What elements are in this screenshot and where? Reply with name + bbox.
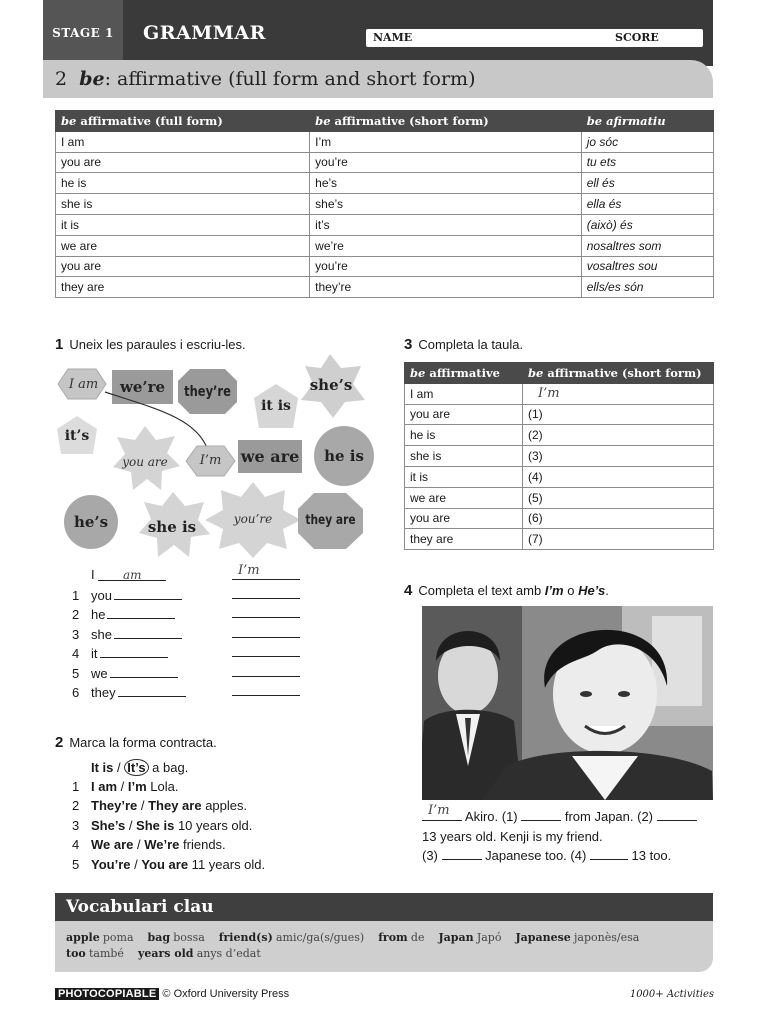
exercise-3-heading: 3 Completa la taula. [404, 336, 524, 353]
contraction-blank[interactable] [232, 624, 300, 638]
table-cell: they’re [310, 277, 582, 298]
table-cell: they are [405, 529, 523, 550]
table-cell: they are [56, 277, 310, 298]
ex2-item: 1 I am / I’m Lola. [72, 779, 179, 794]
table-row [56, 194, 714, 215]
table-row [56, 277, 714, 298]
word-they-are: they are [305, 512, 356, 528]
table-cell: ells/es són [581, 277, 713, 298]
table-cell: ella és [581, 194, 713, 215]
option-b[interactable]: I’m [127, 779, 147, 794]
word-were: we’re [119, 377, 166, 396]
table-cell: she’s [310, 194, 582, 215]
word-youre: you’re [233, 512, 273, 526]
word-we-are: we are [240, 446, 300, 466]
vocab-translation: també [88, 947, 124, 960]
ex2-item: 2 They’re / They are apples. [72, 798, 248, 814]
ex1-item: 5 we [72, 664, 178, 681]
table-cell: she is [405, 446, 523, 467]
blank-3[interactable] [442, 846, 482, 860]
table-cell: we’re [310, 235, 582, 256]
table-header-row [56, 111, 714, 132]
vocab-word: friend(s) [218, 931, 273, 944]
stage-label: STAGE 1 [43, 0, 123, 66]
table-row [405, 446, 714, 467]
word-i-am: I am [68, 376, 99, 392]
section-title: 2 be: affirmative (full form and short form) [55, 68, 476, 90]
footer-copyright: PHOTOCOPIABLE © Oxford University Press [55, 988, 289, 1000]
table-cell: you are [56, 256, 310, 277]
option-a[interactable]: I am [91, 779, 118, 794]
ex2-item: 4 We are / We’re friends. [72, 837, 226, 853]
word-it-is: it is [261, 398, 291, 414]
blank-1[interactable] [521, 807, 561, 821]
table-cell: you’re [310, 152, 582, 173]
contraction-blank[interactable] [232, 585, 300, 599]
vocab-word: years old [137, 947, 194, 960]
word-im: I’m [199, 452, 222, 468]
answer-cell[interactable]: (1) [523, 404, 714, 425]
option-a[interactable]: They’re [91, 798, 138, 814]
ex1-example: I am [91, 567, 166, 582]
table-cell: ell és [581, 173, 713, 194]
table-row [56, 235, 714, 256]
option-b[interactable]: She is [136, 817, 175, 833]
ex1-item: 1 you [72, 586, 182, 603]
table-cell: tu ets [581, 152, 713, 173]
option-b[interactable]: They are [148, 798, 202, 814]
table-row [405, 425, 714, 446]
contraction-blank[interactable] [232, 604, 300, 618]
vocab-translation: amic/ga(s/gues) [275, 931, 365, 944]
word-theyre: they’re [184, 383, 231, 400]
table-cell: nosaltres som [581, 235, 713, 256]
answer-blank[interactable] [114, 586, 182, 600]
table-row [56, 214, 714, 235]
ex1-item: 4 it [72, 644, 168, 661]
table-cell: you are [405, 404, 523, 425]
students-illustration [422, 606, 713, 800]
table-cell: he is [56, 173, 310, 194]
table-cell: it is [56, 214, 310, 235]
vocab-translation: poma [102, 931, 134, 944]
table-body [405, 383, 714, 549]
table-cell: he’s [310, 173, 582, 194]
vocab-word: bag [147, 931, 171, 944]
table-row [56, 173, 714, 194]
ex1-item: 2 he [72, 605, 175, 622]
table-row [56, 131, 714, 152]
answer-blank[interactable] [107, 605, 175, 619]
answer-blank[interactable] [118, 683, 186, 697]
photo-two-students [422, 606, 713, 800]
table-cell: she is [56, 194, 310, 215]
exercise-2-heading: 2 Marca la forma contracta. [55, 734, 217, 751]
table-row [56, 256, 714, 277]
vocab-word: from [378, 931, 408, 944]
ex4-text: I’m Akiro. (1) from Japan. (2) 13 years old. Kenji is my friend. (3) Japanese too. (4) 13 too. [422, 807, 722, 866]
page-title: GRAMMAR [143, 22, 266, 44]
answer-blank[interactable] [100, 644, 168, 658]
answer-cell[interactable]: (5) [523, 487, 714, 508]
ex2-item: 3 She’s / She is 10 years old. [72, 817, 253, 833]
option-b[interactable]: We’re [144, 837, 180, 853]
table-row [405, 404, 714, 425]
table-cell: vosaltres sou [581, 256, 713, 277]
blank-4[interactable] [590, 846, 628, 860]
photocopiable-badge: PHOTOCOPIABLE [55, 988, 159, 1000]
name-label: NAME [373, 31, 413, 44]
footer-series: 1000+ Activities [629, 989, 714, 1000]
table-cell: (això) és [581, 214, 713, 235]
table-cell: you’re [310, 256, 582, 277]
vocabulary-box [55, 893, 713, 972]
table-cell: you are [56, 152, 310, 173]
contraction-blank[interactable] [232, 643, 300, 657]
contraction-blank[interactable] [232, 682, 300, 696]
vocab-translation: anys d’edat [196, 947, 261, 960]
table-cell: jo sóc [581, 131, 713, 152]
vocab-translation: Japó [476, 931, 502, 944]
circled-answer: It’s [124, 759, 148, 776]
complete-table [404, 362, 714, 550]
ex2-example: It is / It’s a bag. [91, 760, 189, 775]
column-header: be afirmatiu [581, 111, 713, 132]
table-body [56, 131, 714, 297]
vocab-word: too [66, 947, 86, 960]
table-row [405, 383, 714, 404]
vocab-word: apple [66, 931, 100, 944]
vocab-word: Japan [438, 931, 474, 944]
table-header-row [405, 363, 714, 384]
word-hes: he’s [73, 512, 109, 531]
column-header: be affirmative (full form) [56, 111, 310, 132]
table-row [56, 152, 714, 173]
table-cell: it is [405, 466, 523, 487]
answer-cell[interactable]: (4) [523, 466, 714, 487]
word-he-is: he is [324, 446, 364, 465]
table-cell: we are [405, 487, 523, 508]
word-you-are: you are [122, 455, 168, 469]
column-header: be affirmative (short form) [310, 111, 582, 132]
answer-blank[interactable] [114, 625, 182, 639]
score-label: SCORE [615, 31, 659, 44]
table-cell: I am [405, 383, 523, 404]
blank-2[interactable] [657, 807, 697, 821]
page-header [43, 0, 713, 98]
answer-cell[interactable]: (6) [523, 508, 714, 529]
word-she-is: she is [147, 517, 197, 536]
column-header: be affirmative (short form) [523, 363, 714, 384]
vocab-translation: japonès/esa [574, 931, 640, 944]
table-cell: we are [56, 235, 310, 256]
table-cell: you are [405, 508, 523, 529]
name-score-box [366, 29, 703, 47]
table-cell: I’m [310, 131, 582, 152]
vocabulary-list [55, 921, 713, 972]
vocab-translation: bossa [173, 931, 205, 944]
ex2-item: 5 You’re / You are 11 years old. [72, 856, 266, 872]
vocabulary-title: Vocabulari clau [66, 897, 214, 917]
vocab-translation: de [410, 931, 425, 944]
word-shes: she’s [309, 375, 353, 394]
answer-blank[interactable] [110, 664, 178, 678]
table-row [405, 529, 714, 550]
table-row [405, 508, 714, 529]
answer-cell[interactable]: (7) [523, 529, 714, 550]
option-a[interactable]: We are [91, 837, 134, 853]
word-its: it’s [64, 428, 90, 444]
answer-cell: I’m [523, 383, 714, 404]
be-affirmative-table [55, 110, 714, 298]
ex1-item: 6 they [72, 683, 186, 700]
vocab-word: Japanese [515, 931, 571, 944]
example-contraction: I’m [232, 566, 300, 580]
table-cell: I am [56, 131, 310, 152]
exercise-1-heading: 1 Uneix les paraules i escriu-les. [55, 336, 246, 353]
answer-cell[interactable]: (2) [523, 425, 714, 446]
section-title-bar [43, 60, 713, 98]
example-answer: am [98, 567, 166, 581]
table-row [405, 487, 714, 508]
contraction-blank[interactable] [232, 663, 300, 677]
option-b[interactable]: You are [141, 856, 189, 872]
table-cell: he is [405, 425, 523, 446]
option-a[interactable]: You’re [91, 856, 131, 872]
table-row [405, 466, 714, 487]
column-header: be affirmative [405, 363, 523, 384]
ex1-item: 3 she [72, 625, 182, 642]
table-cell: it’s [310, 214, 582, 235]
option-a[interactable]: She’s [91, 817, 126, 833]
exercise-4-heading: 4 Completa el text amb I’m o He’s. [404, 582, 609, 599]
answer-cell[interactable]: (3) [523, 446, 714, 467]
